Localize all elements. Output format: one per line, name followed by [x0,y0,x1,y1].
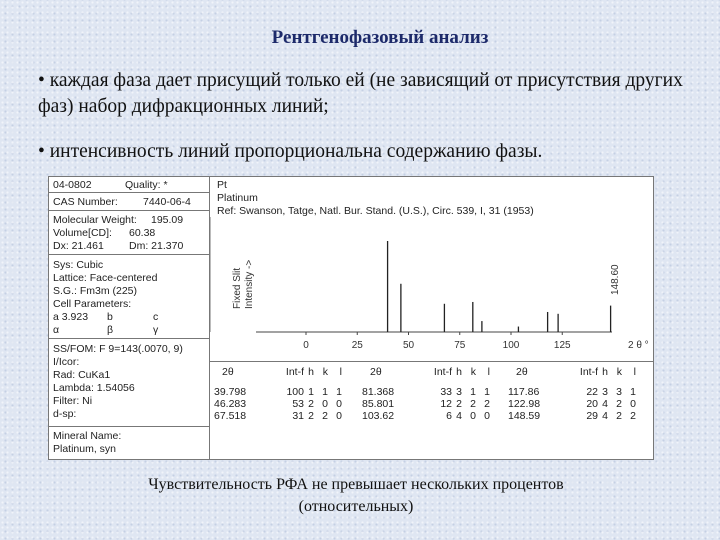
sys: Sys: Cubic [53,259,104,271]
table-header: l [633,366,636,378]
bullet-2: • интенсивность линий пропорциональна содержанию фазы. [38,141,543,162]
table-cell: 1 [336,386,342,398]
x-tick-label: 0 [303,340,309,351]
y-axis-label-2: Intensity -> [244,259,255,309]
table-cell: 46.283 [214,398,247,410]
table-header: Int-f [285,366,304,378]
cell-alpha: α [53,324,60,336]
cell-params: Cell Parameters: [53,298,132,310]
table-header: 2θ [222,366,234,378]
table-cell: 148.59 [508,410,541,422]
x-tick-label: 50 [402,340,415,351]
bullet-1: • каждая фаза дает присущий только ей (не зависящий от присутствия других фаз) набор дифракционных линий; [38,70,683,117]
mw-label: Molecular Weight: [53,214,137,226]
table-header: h [308,366,314,378]
mineral-label: Mineral Name: [53,430,122,442]
table-header: k [470,366,476,378]
x-tick-label: 125 [553,340,571,351]
lattice: Lattice: Face-centered [53,272,158,284]
radiation: Rad: CuKa1 [53,369,111,381]
table-cell: 0 [336,398,342,410]
max-intensity-label: 148.60 [610,264,621,295]
table-cell: 0 [630,398,636,410]
y-axis-label-1: Fixed Slit [232,267,243,309]
table-header: l [487,366,490,378]
table-cell: 22 [586,386,598,398]
table-header: 2θ [370,366,382,378]
table-cell: 100 [286,386,304,398]
table-header: k [616,366,622,378]
pdf-card [48,176,654,460]
table-cell: 3 [602,386,608,398]
card-left-column [49,177,210,459]
table-cell: 67.518 [214,410,247,422]
table-cell: 33 [440,386,452,398]
filter: Filter: Ni [53,395,93,407]
physical-block [49,211,209,255]
x-unit-label: 2 θ ° [628,340,649,351]
table-cell: 6 [446,410,452,422]
mineral-value: Platinum, syn [53,443,117,455]
table-cell: 103.62 [362,410,395,422]
vol-value: 60.38 [129,227,156,239]
table-header: 2θ [516,366,528,378]
table-header: k [322,366,328,378]
mineral-block [49,427,209,459]
table-cell: 3 [456,386,462,398]
table-cell: 12 [440,398,452,410]
table-cell: 1 [470,386,476,398]
table-cell: 1 [308,386,314,398]
table-header: h [602,366,608,378]
table-cell: 2 [308,398,314,410]
cell-a: a 3.923 [53,311,89,323]
table-cell: 2 [484,398,490,410]
table-cell: 1 [630,386,636,398]
mw-value: 195.09 [151,214,184,226]
table-cell: 0 [484,410,490,422]
table-cell: 53 [292,398,304,410]
experiment-block [49,339,209,427]
table-cell: 2 [616,398,622,410]
table-cell: 0 [336,410,342,422]
table-cell: 31 [292,410,304,422]
table-cell: 29 [586,410,598,422]
table-cell: 3 [616,386,622,398]
table-cell: 20 [586,398,598,410]
table-cell: 117.86 [508,386,540,398]
phase-name: Pt [217,179,227,191]
footer-line-1: Чувствительность РФА не превышает нескольких процентов [148,476,564,493]
pdf-number: 04-0802 [53,179,92,191]
cell-gamma: γ [153,324,159,336]
footer-line-2: (относительных) [298,498,414,515]
table-cell: 81.368 [362,386,395,398]
space-group: S.G.: Fm3m (225) [53,285,138,297]
cell-c: c [153,311,159,323]
table-cell: 122.98 [508,398,541,410]
table-divider [210,361,653,362]
table-cell: 2 [308,410,314,422]
table-cell: 85.801 [362,398,395,410]
slide-title: Рентгенофазовый анализ [271,27,489,48]
table-header: h [456,366,462,378]
table-cell: 4 [602,410,608,422]
dm: Dm: 21.370 [129,240,184,252]
table-header: Int-f [579,366,598,378]
vol-label: Volume[CD]: [53,227,112,239]
ssfom: SS/FOM: F 9=143(.0070, 9) [53,343,183,355]
table-header: Int-f [433,366,452,378]
icor: I/Icor: [53,356,80,368]
x-tick-label: 75 [454,340,466,351]
table-cell: 4 [602,398,608,410]
table-cell: 4 [456,410,462,422]
crystal-block [49,255,209,339]
table-cell: 2 [322,410,328,422]
table-cell: 1 [484,386,490,398]
cell-b: b [107,311,113,323]
table-cell: 2 [630,410,636,422]
table-header: l [339,366,342,378]
x-tick-label: 25 [351,340,363,351]
header-block [49,177,209,193]
cas-label: CAS Number: [53,196,118,208]
cas-block [49,193,209,211]
footer-text [0,474,712,518]
table-cell: 39.798 [214,386,247,398]
dx: Dx: 21.461 [53,240,104,252]
quality: Quality: * [125,179,168,191]
x-tick-label: 100 [502,340,520,351]
table-cell: 2 [616,410,622,422]
reference: Ref: Swanson, Tatge, Natl. Bur. Stand. (U.S.), Circ. 539, I, 31 (1953) [217,205,534,217]
table-cell: 0 [470,410,476,422]
table-cell: 2 [456,398,462,410]
table-cell: 1 [322,386,328,398]
card-right-column [210,177,653,459]
cell-beta: β [107,324,114,336]
table-cell: 2 [470,398,476,410]
d-spacing: d-sp: [53,408,77,420]
phase-full-name: Platinum [217,192,258,204]
lambda: Lambda: 1.54056 [53,382,135,394]
table-cell: 0 [322,398,328,410]
cas-value: 7440-06-4 [143,196,191,208]
